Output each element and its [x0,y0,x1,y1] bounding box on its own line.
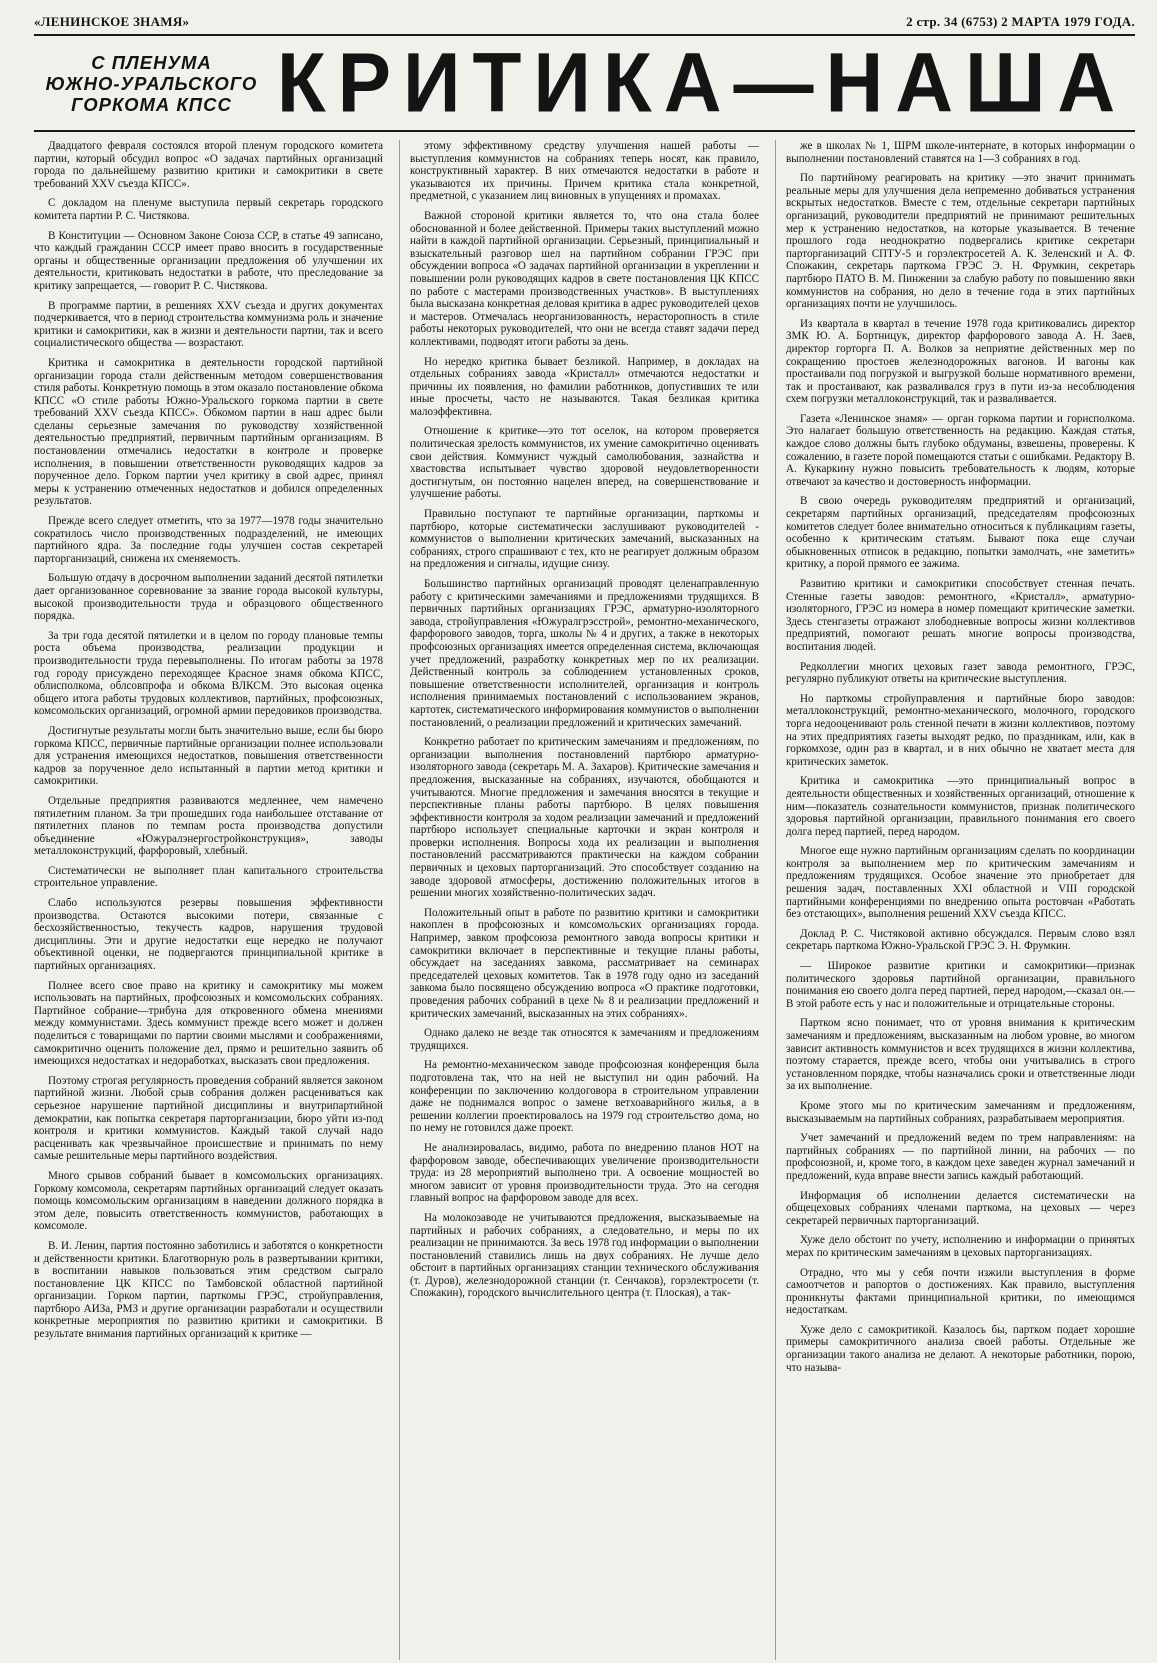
paragraph: Прежде всего следует отметить, что за 1977—1978 годы значительно сократилось число производственных подразделений, не имеющих партийного ядра. За последние годы улучшен состав секретарей парторганизаций, снижена их сменяемость. [34,515,383,565]
paragraph: В Конституции — Основном Законе Союза ССР, в статье 49 записано, что каждый гражданин СССР имеет право вносить в государственные органы и общественные организации предложения об улучшении их деятельности, критиковать недостатки в работе, что преследование за критику запрещается, — говорит Р. С. Чистякова. [34,229,383,292]
paragraph: Информация об исполнении делается систематически на общецеховых собраниях членами парткома, на цеховых — через секретарей первичных парторганизаций. [786,1189,1135,1227]
text-column-2 [399,140,759,1660]
paragraph: Правильно поступают те партийные организации, парткомы и партбюро, которые систематически заслушивают руководителей - коммунистов о выполнении критических замечаний, высказанных на собраниях, строго спрашивают с тех, кто не реагирует должным образом на предложения и сигналы, идущие снизу. [410,508,759,571]
paragraph: Не анализировалась, видимо, работа по внедрению планов НОТ на фарфоровом заводе, обеспечивающих увеличение производительности труда: из 28 мероприятий выполнено три. А освоение мощностей во многом зависит от уровня производительности труда. Это на сегодня главный вопрос на фарфоровом заводе для всех. [410,1141,759,1205]
paragraph: Партком ясно понимает, что от уровня внимания к критическим замечаниям и предложениям, высказанным на любом уровне, во многом зависит активность коммунистов и всех трудящихся в жизни коллектива, поэтому старается, прежде всего, чтобы они учитывались в строго установленном порядке, чтобы назначались сроки и ответственные люди за их выполнение. [786,1017,1135,1093]
paragraph: Большую отдачу в досрочном выполнении заданий десятой пятилетки дает организованное соревнование за звание города высокой культуры, высокой производительности труда и образцового общественного порядка. [34,572,383,623]
text-column-3 [775,140,1135,1660]
paragraph: Критика и самокритика в деятельности городской партийной организации города стали действенным методом совершенствования стиля работы. Конкретную помощь в этом оказало постановление обкома КПСС «О стиле работы Южно-Уральского горкома партии в свете требований XXV съезда КПСС». Обкомом партии в наш адрес были сделаны серьезные замечания по руководству хозяйственной деятельностью предприятий, первичным партийным организациям. В постановлении отмечались недостатки в контроле и проверке исполнения, в повышении ответственности руководящих кадров за порученное дело. Горком партии учел критику в свой адрес, принял меры к устранению отмеченных недостатков и добился определенных результатов. [34,356,383,508]
rubric-line: ГОРКОМА КПСС [71,93,232,115]
paragraph: Кроме этого мы по критическим замечаниям и предложениям, высказываемым на партийных собраниях, разрабатываем мероприятия. [786,1099,1135,1125]
paragraph: С докладом на пленуме выступила первый секретарь городского комитета партии Р. С. Чистякова. [34,197,383,222]
paragraph: Систематически не выполняет план капитального строительства строительное управление. [34,864,383,890]
paragraph: Двадцатого февраля состоялся второй пленум городского комитета партии, который обсудил вопрос «О задачах партийных организаций города по дальнейшему развитию критики и самокритики в свете требований XXV съезда КПСС». [34,140,383,190]
paragraph: же в школах № 1, ШРМ школе-интернате, в которых информации о выполнении постановлений ставятся на 1—3 собраниях в год. [786,140,1135,165]
paragraph: В. И. Ленин, партия постоянно заботились и заботятся о конкретности и действенности критики. Благотворную роль в развертывании критики, в воспитании навыков пользоваться этим средством сыграло постановление ЦК КПСС по Тамбовской областной партийной организации. Горком партии, парткомы ГРЭС, стройуправления, партбюро АИЗа, РМЗ и другие организации разработали и осуществили конкретные мероприятия по развитию критики и самокритики. В результате внимания партийных организаций к критике — [34,1239,383,1341]
rubric-line: ЮЖНО-УРАЛЬСКОГО [45,72,258,94]
paragraph: На молокозаводе не учитываются предложения, высказываемые на партийных и рабочих собраниях, а следовательно, и меры по их реализации не принимаются. За весь 1978 год информации о выполнении постановлений ставились лишь на двух собраниях. Не лучше дело обстоит в партийных организациях станции технического обслуживания (т. Дуров), железнодорожной станции (т. Сенчаков), горэлектросети (т. Спожакин), городского вычислительного центра (т. Плоская), а так- [410,1211,759,1300]
paragraph: В программе партии, в решениях XXV съезда и других документах подчеркивается, что в период строительства коммунизма роль и значение критики и самокритики, как в жизни и деятельности партии, так и всего социалистического общества — возрастают. [34,299,383,350]
paragraph: Слабо используются резервы повышения эффективности производства. Остаются высокими потери, связанные с бесхозяйственностью, текучесть кадров, нарушения трудовой дисциплины. Эти и другие недостатки еще нередко не получают объективной оценки, не подвергаются принципиальной критике в партийных организациях. [34,897,383,973]
rubric-line: С ПЛЕНУМА [91,51,212,73]
paragraph: Редколлегии многих цеховых газет завода ремонтного, ГРЭС, регулярно публикуют ответы на критические выступления. [786,660,1135,686]
paragraph: Доклад Р. С. Чистяковой активно обсуждался. Первым слово взял секретарь парткома Южно-Уральской ГРЭС Э. Н. Фрумкин. [786,927,1135,953]
paragraph: Конкретно работает по критическим замечаниям и предложениям, по организации выполнения постановлений партбюро арматурно-изоляторного завода (секретарь М. А. Захаров). Критические замечания и предложения, высказанные на собраниях, изучаются, обобщаются и учитываются. Многие предложения и замечания вносятся в текущие и перспективные планы работы партбюро. В целях повышения эффективности контроля за ходом реализации замечаний и предложений партбюро использует специальные карточки и экран контроля и проверки исполнения. Вопросы хода их реализации и выполнения постановлений рассматриваются практически на каждом собрании первичных и цеховых парторганизаций. Это способствует созданию на заводе здоровой атмосферы, достижению положительных итогов в решении многих хозяйственно-политических задач. [410,736,759,900]
paragraph: На ремонтно-механическом заводе профсоюзная конференция была подготовлена так, что на ней не выступил ни один рабочий. На конференции по заключению колдоговора в строительном управлении даже не поднимался вопрос о замене ветхоаварийного жилья, а в решении коллегии проектировалось на 1979 год строительство дома, но по нему не готовился даже проект. [410,1059,759,1135]
paragraph: Отрадно, что мы у себя почти изжили выступления в форме самоотчетов и рапортов о достижениях. Как правило, выступления проникнуты фактами принципиальной критики, по имеющимся недостаткам. [786,1266,1135,1317]
paragraph: Поэтому строгая регулярность проведения собраний является законом партийной жизни. Любой срыв собрания должен расцениваться как серьезное нарушение партийной дисциплины и внутрипартийной демократии, как попытка секретаря парторганизации, бюро уйти из-под контроля и критики коммунистов. Каждый такой случай надо расценивать как чрезвычайное происшествие и принимать по нему самые решительные меры партийного воздействия. [34,1074,383,1163]
paragraph: Но парткомы стройуправления и партийные бюро заводов: металлоконструкций, ремонтно-механического, молочного, городского торга недооценивают роль стенной печати в жизни коллективов, поэтому на этих предприятиях газеты выходят редко, по праздникам, или, как в горкомхозе, один раз в квартал, и в них обычно не хватает места для критических заметок. [786,692,1135,768]
paragraph: Развитию критики и самокритики способствует стенная печать. Стенные газеты заводов: ремонтного, «Кристалл», арматурно-изоляторного, ГРЭС из номера в номер помещают критические заметки. Здесь стенгазеты отражают злободневные вопросы жизни коллективов предприятий, помогают решать многие вопросы производства, воспитания людей. [786,578,1135,653]
paragraph: Критика и самокритика —это принципиальный вопрос в деятельности общественных и хозяйственных организаций, отношение к ним—показатель сознательности коммунистов, признак политического здоровья партийной организации, правильного понимания его своего долга перед партией, перед народом. [786,775,1135,838]
rubric [34,52,269,115]
paragraph: Отношение к критике—это тот оселок, на котором проверяется политическая зрелость коммунистов, их умение самокритично оценивать свои действия. Коммунист чуждый самолюбования, зазнайства и хвастовства испытывает чувство здоровой неудовлетворенности достигнутым, он постоянно нацелен вперед, на совершенствование и улучшение работы. [410,425,759,501]
paragraph: Из квартала в квартал в течение 1978 года критиковались директор ЗМК Ю. А. Бортницук, директор фарфорового завода А. Н. Заев, директор горторга П. А. Волков за неприятие действенных мер по сокращению простоев железнодорожных вагонов. И вагоны как простаивали под погрузкой и выгрузкой больше нормативного времени, так и простаивают, как разваливался груз в пути из-за несоблюдения схем погрузки металлоконструкций, так и разваливается. [786,317,1135,406]
paragraph: По партийному реагировать на критику —это значит принимать реальные меры для улучшения дела непременно добиваться устранения вскрытых недостатков. Вместе с тем, отдельные секретари партийных организаций, руководители предприятий не принимают решительных мер к устранению недостатков, на которые указывается. В течение прошлого года неоднократно подвергались критике секретари парторганизаций СПТУ-5 и горэлектросетей А. К. Зеленский и А. Ф. Спожакин, секретарь парткома ГРЭС Э. Н. Фрумкин, секретарь партбюро ПАТО В. М. Пинжении за слабую работу по повышению явки коммунистов на собрания, но дело в течение года в этих партийных организациях почти не улучшилось. [786,172,1135,311]
paragraph: За три года десятой пятилетки и в целом по городу плановые темпы роста объема производства, реализации продукции и производительности труда перевыполнены. По итогам работы за 1978 год городу присуждено переходящее Красное знамя обкома КПСС, облисполкома, облсовпрофа и обкома ВЛКСМ. Это высокая оценка общего итога работы трудовых коллективов, партийных, профсоюзных, комсомольских организаций, огромной армии передовиков производства. [34,629,383,718]
text-column-1 [34,140,383,1660]
paragraph: Но нередко критика бывает безликой. Например, в докладах на отдельных собраниях завода «Кристалл» отмечаются недостатки и причины их появления, но фамилии работников, допустивших те или иные просчеты, часто не называются. Такая безликая критика малоэффективна. [410,355,759,418]
newspaper-name: «ЛЕНИНСКОЕ ЗНАМЯ» [34,14,190,29]
paragraph: Хуже дело обстоит по учету, исполнению и информации о принятых мерах по критическим замечаниям в цеховых парторганизациях. [786,1234,1135,1259]
paragraph: Достигнутые результаты могли быть значительно выше, если бы бюро горкома КПСС, первичные партийные организации полнее использовали для устранения имеющихся недостатков, повышения ответственности кадров за порученное дело испытанный в партии метод критики и самокритики. [34,724,383,788]
paragraph: Газета «Ленинское знамя» — орган горкома партии и горисполкома. Это налагает большую ответственность на редакцию. Каждая статья, каждое слово должны быть глубоко обдуманы, взвешены, проверены. К сожалению, в газете порой помещаются статьи с ошибками. Редактору В. А. Кукаркину нужно повысить требовательность к людям, которые отвечают за качество и достоверность информации. [786,412,1135,488]
paragraph: Хуже дело с самокритикой. Казалось бы, партком подает хорошие примеры самокритичного анализа своей работы. Отдельные же организации такого анализа не делают. А некоторые работники, порою, что называ- [786,1323,1135,1374]
paragraph: В свою очередь руководителям предприятий и организаций, секретарям партийных организаций, председателям профсоюзных комитетов следует более внимательно относиться к публикациям газеты, особенно к критическим статьям. Бывают пока еще случаи обыкновенных отписок в редакцию, попытки замолчать, «не заметить» критику, а порой прямого ее зажима. [786,495,1135,571]
headline: КРИТИКА—НАША [276,35,1128,130]
paragraph: Отдельные предприятия развиваются медленнее, чем намечено пятилетним планом. За три прошедших года наибольшее отставание от пятилетних планов по темпам роста производства допустили объединение «Южуралэнергостройконструкция», заводы металлоконструкций, фарфоровый, хлебный. [34,794,383,858]
paragraph: — Широкое развитие критики и самокритики—признак политического здоровья партийной организации, правильного понимания ею своего долга перед партией, перед народом,—сказал он.— В этой работе есть у нас и положительные и отрицательные стороны. [786,960,1135,1010]
paragraph: Положительный опыт в работе по развитию критики и самокритики накоплен в профсоюзных и комсомольских организациях города. Например, завком профсоюза ремонтного завода вопросы критики и самокритики включает в перспективные и текущие планы работы, обсуждает на заседаниях завкома, рассматривает на семинарах председателей цеховых комитетов. Так в 1978 году одно из заседаний завкома было посвящено обсуждению вопроса «О практике подготовки, проведения рабочих собраний в цехе № 8 и реализации предложений и критических замечаний, высказанных на этих собраниях». [410,906,759,1020]
paragraph: Большинство партийных организаций проводят целенаправленную работу с критическими замечаниями и предложениями трудящихся. В первичных партийных организациях ГРЭС, арматурно-изоляторного завода, стройуправления «Южуралгрэсстрой», ремонтно-механического, фарфорового заводов, торга, школы № 4 и других, а также в некоторых профсоюзных организациях имеется определенная система, включающая учет предложений, разработку конкретных мер по их реализации. Действенный контроль за соблюдением установленных сроков, повышение ответственности исполнителей, организация и контроль исполнения принимаемых постановлений с использованием экранов, картотек, систематического информирования коммунистов о выполнении постановлений, о реализации предложений и критических замечаний. [410,578,759,729]
paragraph: этому эффективному средству улучшения нашей работы —выступления коммунистов на собраниях теперь носят, как правило, конструктивный характер. В них отмечаются недостатки в работе и указываются их причины. Причем критика стала конкретной, предметной, с указанием лиц виновных в упущениях и промахах. [410,140,759,203]
paragraph: Важной стороной критики является то, что она стала более обоснованной и более действенной. Примеры таких выступлений можно найти в каждой партийной организации. Серьезный, принципиальный и взыскательный разговор шел на партийном собрании ГРЭС при обсуждении вопроса «О задачах партийной организации в укреплении и повышении роли руководящих кадров в свете постановления ЦК КПСС по работе с мастерами производственных участков». В выступлениях была высказана конкретная деловая критика в адрес руководителей цехов и мастеров. Отмечалась неорганизованность, нерасторопность в стиле работы некоторых руководителей, что они не всегда ставят задачи перед коллективами, подводят итоги работы за день. [410,209,759,348]
article-masthead [34,36,1135,132]
paragraph: Полнее всего свое право на критику и самокритику мы можем использовать на партийных, профсоюзных и комсомольских собраниях. Партийное собрание—трибуна для откровенного обмена мнениями между коммунистами. Здесь коммунист прежде всего может и должен поделиться с товарищами по партии своими мыслями и соображениями, самокритично оценить положение дел, прямо и решительно заявить об имеющихся недостатках и недоработках, высказать свои предложения. [34,979,383,1068]
paragraph: Много срывов собраний бывает в комсомольских организациях. Горкому комсомола, секретарям партийных организаций следует оказать помощь комсомольским организациям в наведении должного порядка в этом деле, повысить ответственность коммунистов, работающих в комсомоле. [34,1169,383,1233]
paragraph: Учет замечаний и предложений ведем по трем направлениям: на партийных собраниях — по партийной линии, на рабочих — по профсоюзной, и, кроме того, в каждом цехе заведен журнал замечаний и предложений, куда вправе внести запись каждый работающий. [786,1132,1135,1182]
article-body [34,140,1135,1660]
paragraph: Многое еще нужно партийным организациям сделать по координации контроля за выполнением мер по критическим замечаниям и предложениям трудящихся. Особое значение это приобретает для решения задач, поставленных XXI областной и VIII городской партийными конференциями по внедрению опыта ростовчан «Работать без отстающих», выполнения решений XXV съезда КПСС. [786,845,1135,921]
paragraph: Однако далеко не везде так относятся к замечаниям и предложениям трудящихся. [410,1027,759,1052]
issue-info: 2 стр. 34 (6753) 2 МАРТА 1979 ГОДА. [906,14,1135,29]
